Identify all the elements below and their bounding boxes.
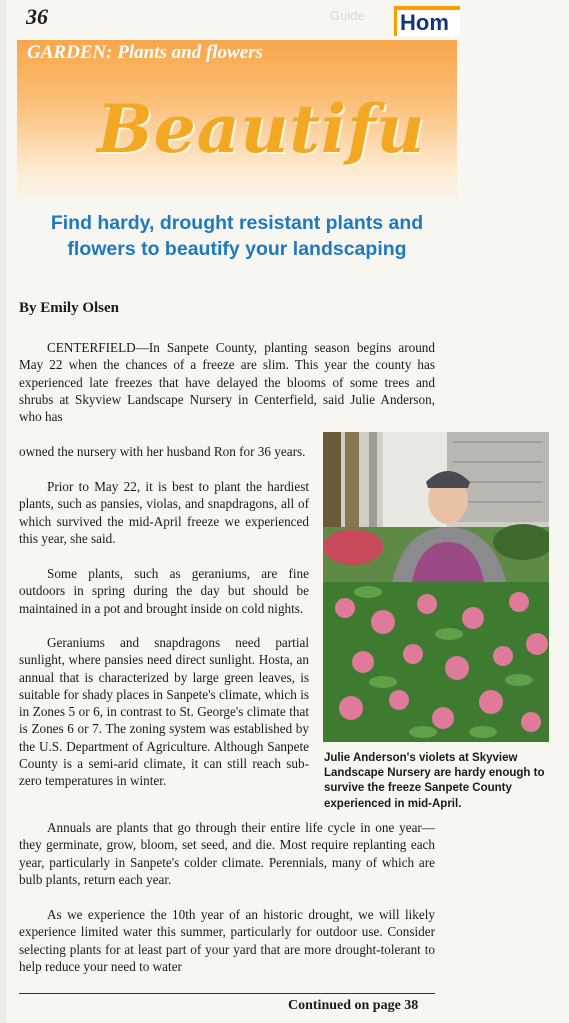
section-tab-label: Hom xyxy=(397,10,460,36)
photo-caption: Julie Anderson's violets at Skyview Landscape Nursery are hardy enough to survive the freeze Sanpete County experienced in mid-April. xyxy=(324,752,545,810)
paragraph-1-continued: owned the nursery with her husband Ron for 36 years. xyxy=(19,444,306,459)
subheadline xyxy=(17,210,457,262)
photo-illustration xyxy=(323,432,549,742)
page-number: 36 xyxy=(26,4,48,29)
section-kicker: GARDEN: Plants and flowers xyxy=(27,42,263,63)
bleed-through-text: Guide xyxy=(330,8,365,23)
subheadline-line-2: flowers to beautify your landscaping xyxy=(67,238,407,260)
paragraph-6: As we experience the 10th year of an historic drought, we will likely experience limited water this summer, particularly for outdoor use. Consider selecting plants for at least part of your yard that are more drought-tolerant to help reduce your need to water xyxy=(19,907,435,974)
paragraph-5: Annuals are plants that go through their entire life cycle in one year—they germinate, grow, bloom, set seed, and die. Most require replanting each year, particularly in Sanpete's colder climate. Perennials, many of which are bulb plants, return each year. xyxy=(19,820,435,887)
page-edge xyxy=(0,0,6,1023)
article-photo xyxy=(323,432,549,742)
paragraph-4: Geraniums and snapdragons need partial sunlight, where pansies need direct sunlight. Hosta, an annual that is characterized by large green leaves, is suitable for shady places in Sanpete's climate, which is in Zones 5 or 6, in contrast to St. George's climate that is Zones 6 or 7. The zoning system was established by the U.S. Department of Agriculture. Although Sanpete County is a semi-arid climate, it can still reach sub-zero temperatures in winter. xyxy=(19,635,309,789)
section-tab xyxy=(394,6,460,36)
headline-banner xyxy=(17,40,457,200)
continued-notice: Continued on page 38 xyxy=(288,998,419,1013)
paragraph-2: Prior to May 22, it is best to plant the hardiest plants, such as pansies, violas, and snapdragons, all of which survived the mid-April freeze we experienced this year, she said. xyxy=(19,479,309,546)
headline-title: Beautifu xyxy=(97,90,426,168)
byline: By Emily Olsen xyxy=(19,300,120,316)
paragraph-1: CENTERFIELD—In Sanpete County, planting season begins around May 22 when the chances of a freeze are slim. This year the county has experienced late freezes that have delayed the blooms of some trees and shrubs at Skyview Landscape Nursery in Centerfield, said Julie Anderson, who has xyxy=(19,340,435,425)
footer-rule xyxy=(19,993,435,994)
subheadline-line-1: Find hardy, drought resistant plants and xyxy=(50,212,424,234)
paragraph-3: Some plants, such as geraniums, are fine outdoors in spring during the day but should be maintained in a pot and brought inside on cold nights. xyxy=(19,566,309,616)
